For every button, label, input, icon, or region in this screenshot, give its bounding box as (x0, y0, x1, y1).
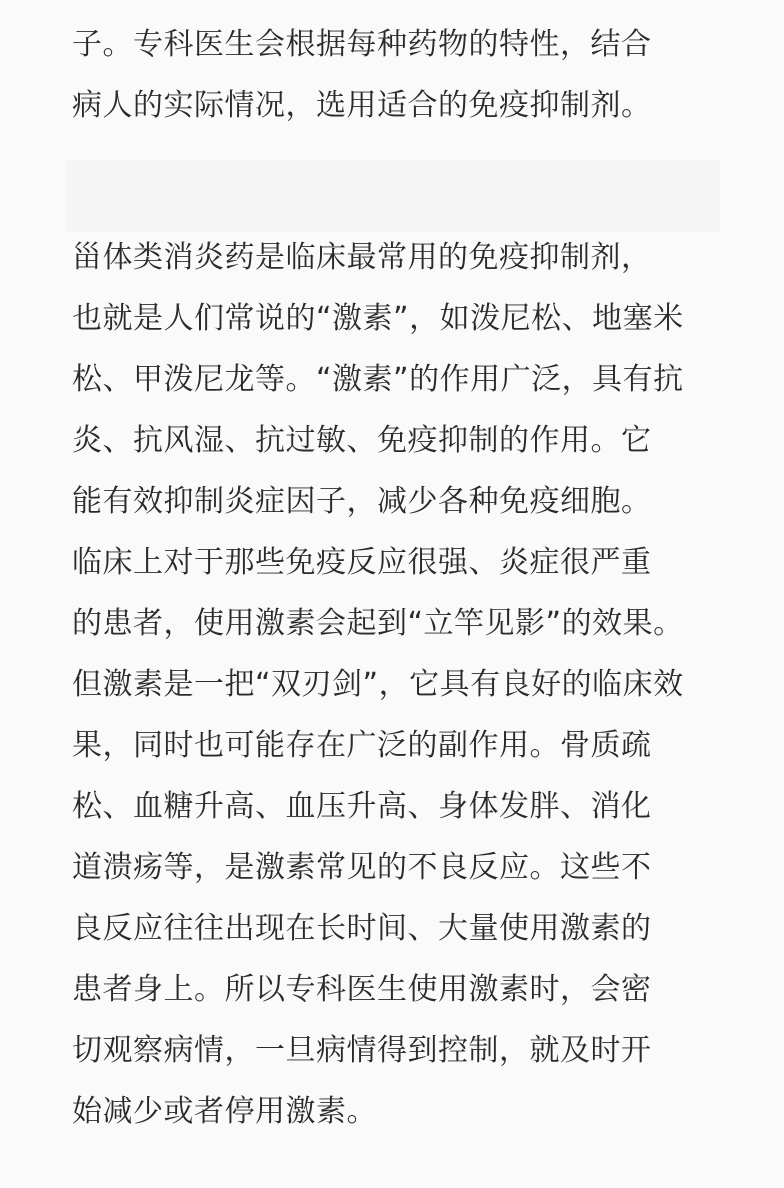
text-line: 临床上对于那些免疫反应很强、炎症很严重 (72, 545, 652, 580)
text-line: 松、血糖升高、血压升高、身体发胖、消化 (72, 789, 652, 824)
text-line: 炎、抗风湿、抗过敏、免疫抑制的作用。它 (72, 423, 652, 458)
text-line: 子。专科医生会根据每种药物的特性，结合 (72, 27, 652, 62)
text-line: 也就是人们常说的“激素”，如泼尼松、地塞米 (72, 301, 684, 336)
text-line: 但激素是一把“双刃剑”，它具有良好的临床效 (72, 667, 684, 702)
text-line: 道溃疡等，是激素常见的不良反应。这些不 (72, 850, 652, 885)
text-line: 切观察病情，一旦病情得到控制，就及时开 (72, 1033, 652, 1068)
text-line: 能有效抑制炎症因子，减少各种免疫细胞。 (72, 484, 652, 519)
paragraph-divider (66, 160, 720, 232)
text-line: 良反应往往出现在长时间、大量使用激素的 (72, 911, 652, 946)
paragraph-immunosuppressant-selection (72, 14, 722, 136)
text-line: 患者身上。所以专科医生使用激素时，会密 (72, 972, 652, 1007)
text-line: 始减少或者停用激素。 (72, 1094, 377, 1129)
text-line: 果，同时也可能存在广泛的副作用。骨质疏 (72, 728, 652, 763)
text-line: 甾体类消炎药是临床最常用的免疫抑制剂， (72, 240, 652, 275)
text-line: 松、甲泼尼龙等。“激素”的作用广泛，具有抗 (72, 362, 684, 397)
text-line: 的患者，使用激素会起到“立竿见影”的效果。 (72, 606, 684, 641)
text-line: 病人的实际情况，选用适合的免疫抑制剂。 (72, 88, 652, 123)
paragraph-steroid-drugs (72, 227, 722, 1142)
